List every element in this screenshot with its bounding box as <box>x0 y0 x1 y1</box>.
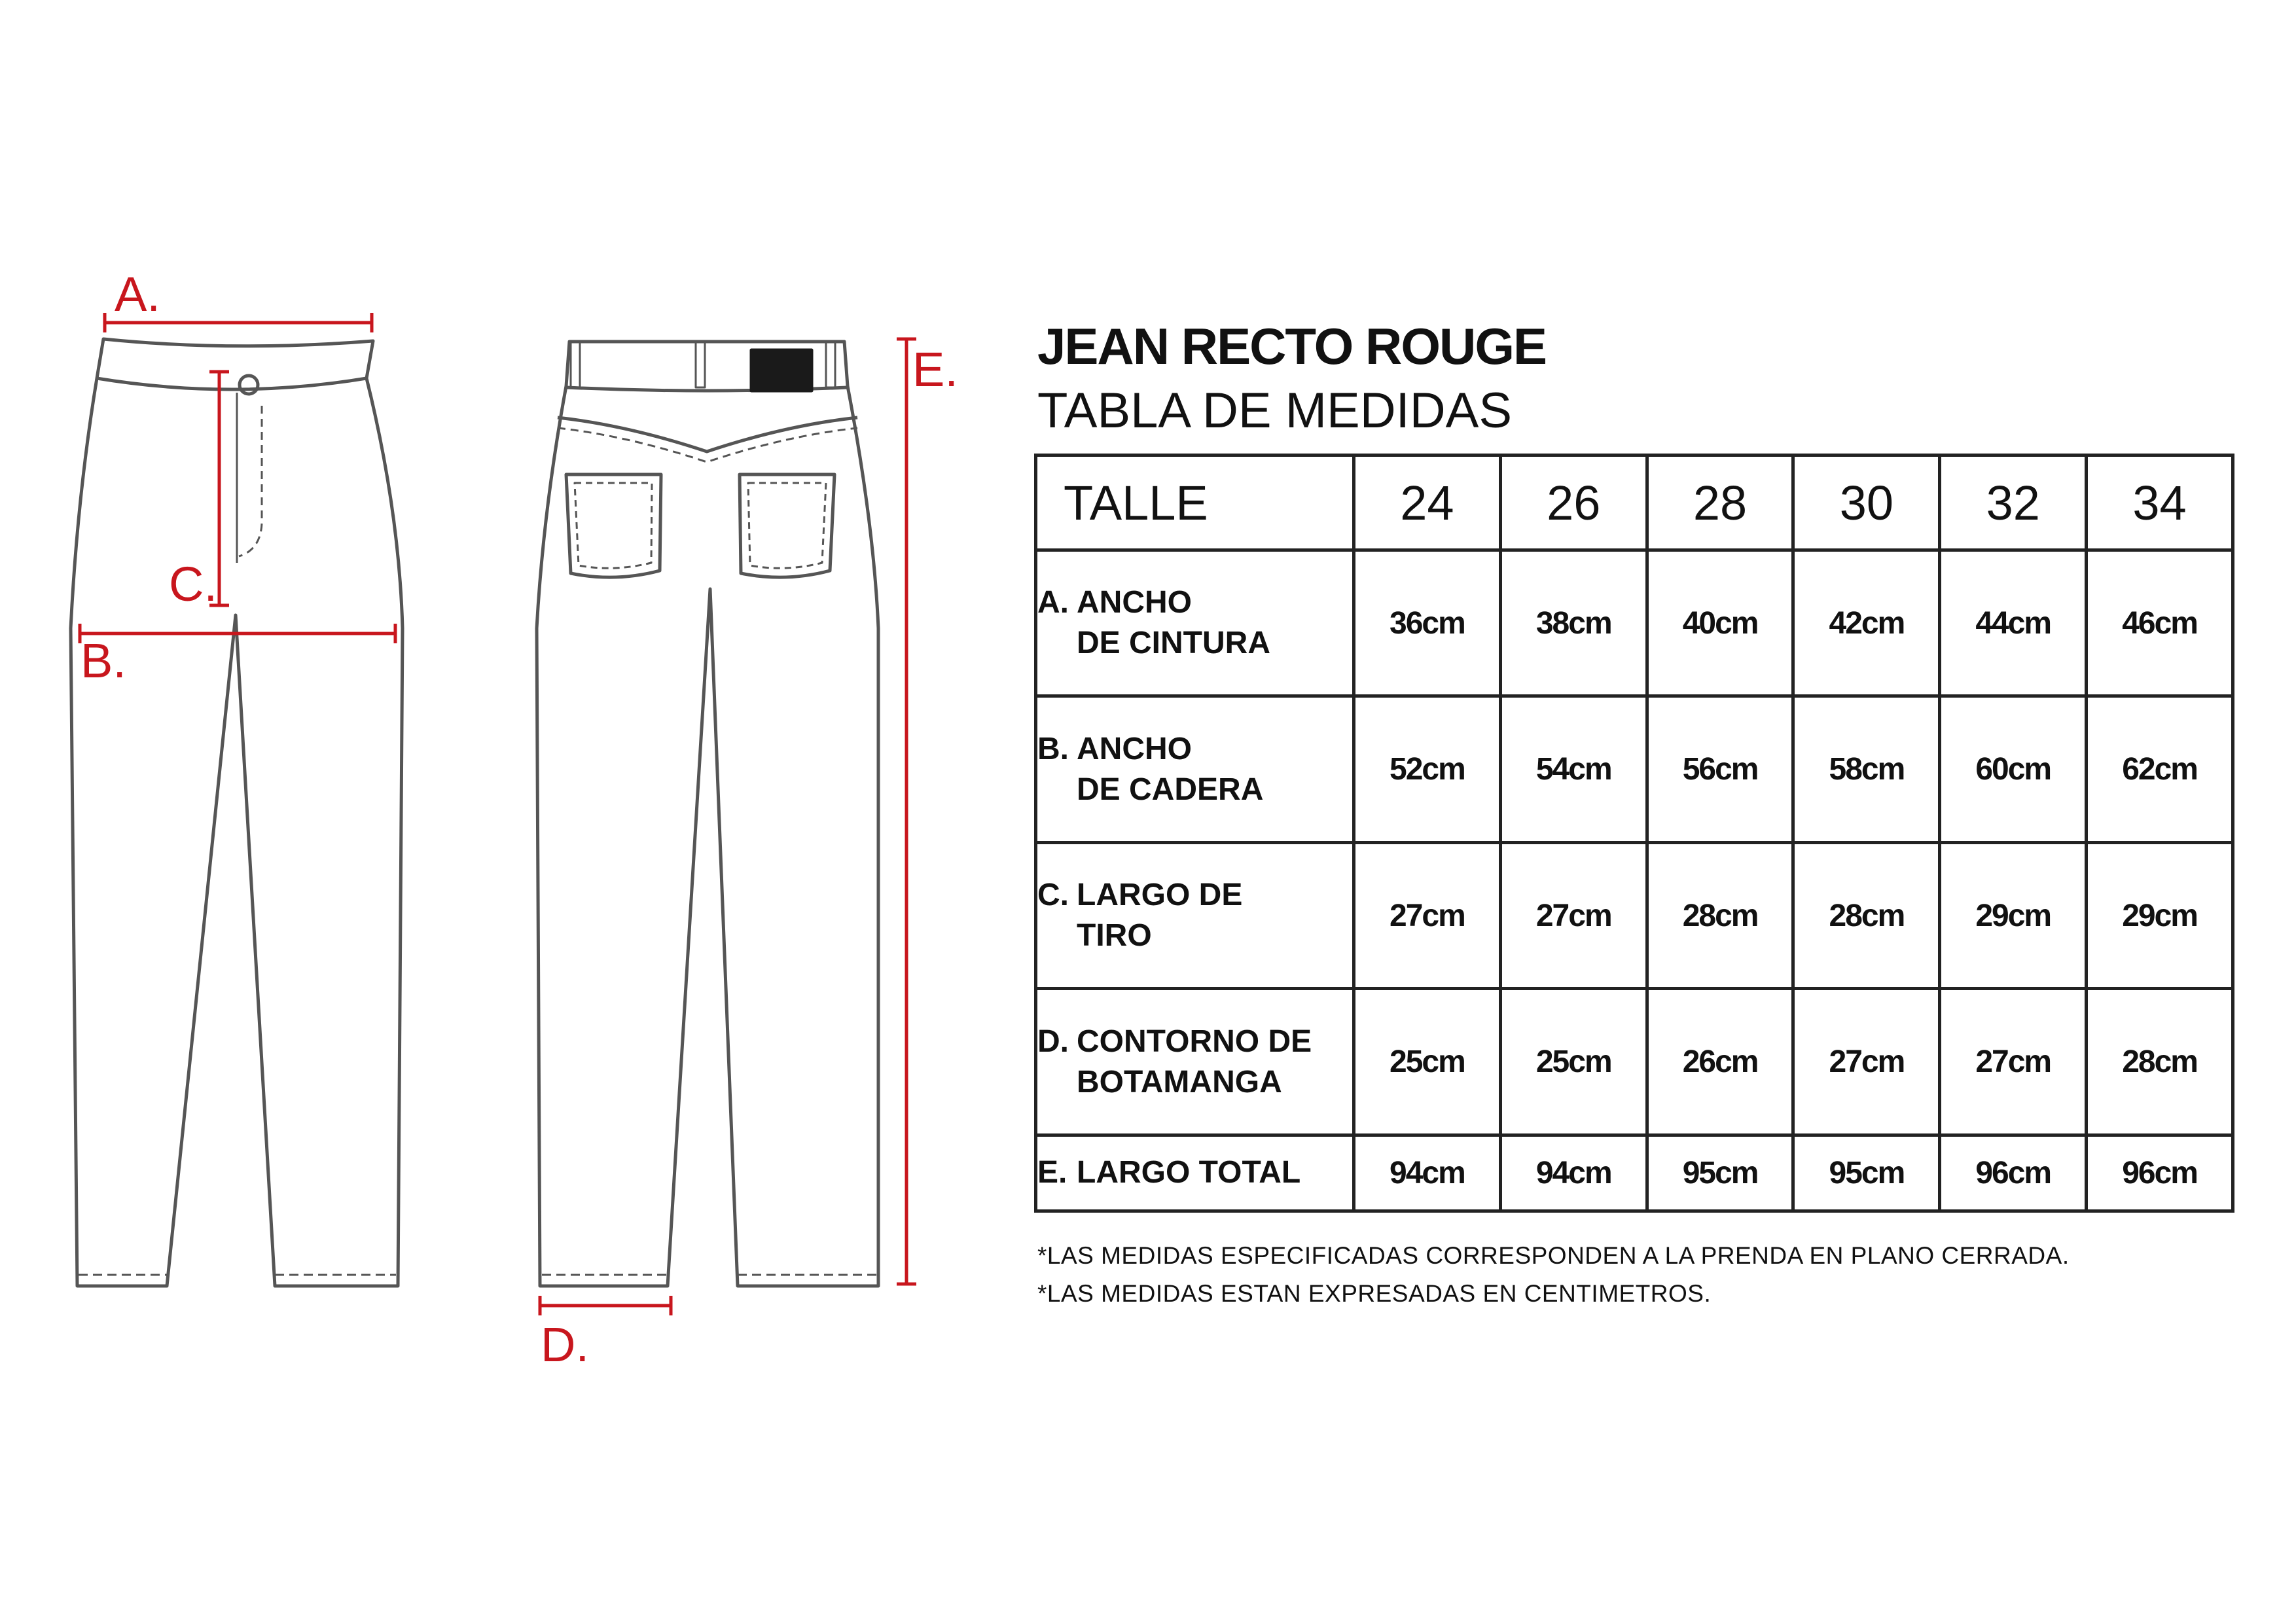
size-chart-table <box>1034 454 2234 1213</box>
row-label <box>1036 842 1354 988</box>
table-cell: 25cm <box>1500 989 1647 1135</box>
back-pocket-right <box>740 474 834 577</box>
row-letter: C. <box>1037 878 1069 913</box>
back-yoke-stitch <box>558 428 857 462</box>
table-cell: 27cm <box>1354 842 1501 988</box>
back-pocket-right-stitch <box>748 483 826 568</box>
table-cell: 44cm <box>1940 550 2087 696</box>
header-size: 24 <box>1354 455 1501 550</box>
belt-loop-center <box>696 342 705 387</box>
back-leather-patch <box>751 350 812 391</box>
table-cell: 96cm <box>1940 1135 2087 1211</box>
jeans-back-view <box>537 342 878 1286</box>
label-b: B. <box>81 633 126 688</box>
row-label-line: DE CADERA <box>1077 772 1264 807</box>
table-cell: 58cm <box>1793 696 1940 842</box>
label-a: A. <box>115 267 160 321</box>
table-row <box>1036 842 2233 988</box>
table-cell: 25cm <box>1354 989 1501 1135</box>
product-title: JEAN RECTO ROUGE <box>1037 317 1547 375</box>
label-d: D. <box>541 1317 589 1372</box>
row-label <box>1036 550 1354 696</box>
row-letter: A. <box>1037 585 1069 620</box>
table-cell: 29cm <box>2087 842 2233 988</box>
table-cell: 27cm <box>1940 989 2087 1135</box>
jeans-technical-drawing <box>0 0 982 1440</box>
row-label-line: DE CINTURA <box>1077 626 1270 661</box>
table-cell: 94cm <box>1500 1135 1647 1211</box>
row-letter: E. <box>1037 1155 1067 1190</box>
jeans-front-view <box>71 339 403 1286</box>
table-row <box>1036 696 2233 842</box>
table-cell: 95cm <box>1793 1135 1940 1211</box>
row-label <box>1036 989 1354 1135</box>
front-button <box>240 376 258 394</box>
table-subtitle: TABLA DE MEDIDAS <box>1037 383 1513 438</box>
row-label-line: TIRO <box>1077 918 1152 954</box>
table-cell: 28cm <box>1793 842 1940 988</box>
belt-loop-left <box>571 342 580 387</box>
table-cell: 38cm <box>1500 550 1647 696</box>
table-cell: 28cm <box>1647 842 1793 988</box>
row-letter: B. <box>1037 731 1069 766</box>
table-cell: 29cm <box>1940 842 2087 988</box>
table-header-row <box>1036 455 2233 550</box>
table-cell: 62cm <box>2087 696 2233 842</box>
row-label-line: LARGO DE <box>1077 878 1243 913</box>
table-cell: 95cm <box>1647 1135 1793 1211</box>
row-label-line: BOTAMANGA <box>1077 1064 1282 1099</box>
table-cell: 94cm <box>1354 1135 1501 1211</box>
table-cell: 40cm <box>1647 550 1793 696</box>
table-row <box>1036 1135 2233 1211</box>
label-e: E. <box>912 342 958 397</box>
table-cell: 96cm <box>2087 1135 2233 1211</box>
header-size: 26 <box>1500 455 1647 550</box>
row-label-line: ANCHO <box>1077 585 1192 620</box>
table-row <box>1036 550 2233 696</box>
front-fly-stitch <box>239 406 262 556</box>
table-cell: 42cm <box>1793 550 1940 696</box>
header-size: 28 <box>1647 455 1793 550</box>
row-letter: D. <box>1037 1024 1069 1059</box>
measure-e-length <box>897 339 916 1284</box>
table-cell: 27cm <box>1500 842 1647 988</box>
row-label <box>1036 1135 1354 1211</box>
header-size: 30 <box>1793 455 1940 550</box>
back-pocket-left <box>566 474 661 577</box>
header-size: 32 <box>1940 455 2087 550</box>
row-label-line: CONTORNO DE <box>1077 1024 1312 1059</box>
header-size: 34 <box>2087 455 2233 550</box>
header-talle: TALLE <box>1036 455 1354 550</box>
table-cell: 56cm <box>1647 696 1793 842</box>
footnote: *LAS MEDIDAS ESTAN EXPRESADAS EN CENTIMETROS. <box>1037 1280 1712 1307</box>
table-cell: 54cm <box>1500 696 1647 842</box>
table-cell: 36cm <box>1354 550 1501 696</box>
footnote: *LAS MEDIDAS ESPECIFICADAS CORRESPONDEN A LA PRENDA EN PLANO CERRADA. <box>1037 1242 2070 1269</box>
table-cell: 46cm <box>2087 550 2233 696</box>
table-cell: 27cm <box>1793 989 1940 1135</box>
measure-d-hem <box>540 1296 671 1315</box>
table-row <box>1036 989 2233 1135</box>
measurement-lines <box>80 313 916 1315</box>
front-waistband-line <box>97 378 367 389</box>
row-label <box>1036 696 1354 842</box>
row-label-line: ANCHO <box>1077 731 1192 766</box>
label-c: C. <box>169 557 217 611</box>
table-cell: 52cm <box>1354 696 1501 842</box>
table-cell: 26cm <box>1647 989 1793 1135</box>
table-cell: 28cm <box>2087 989 2233 1135</box>
belt-loop-right <box>826 342 835 387</box>
table-cell: 60cm <box>1940 696 2087 842</box>
row-label-line: LARGO TOTAL <box>1077 1155 1301 1190</box>
footnotes <box>1037 1237 2070 1313</box>
back-pocket-left-stitch <box>575 483 652 568</box>
